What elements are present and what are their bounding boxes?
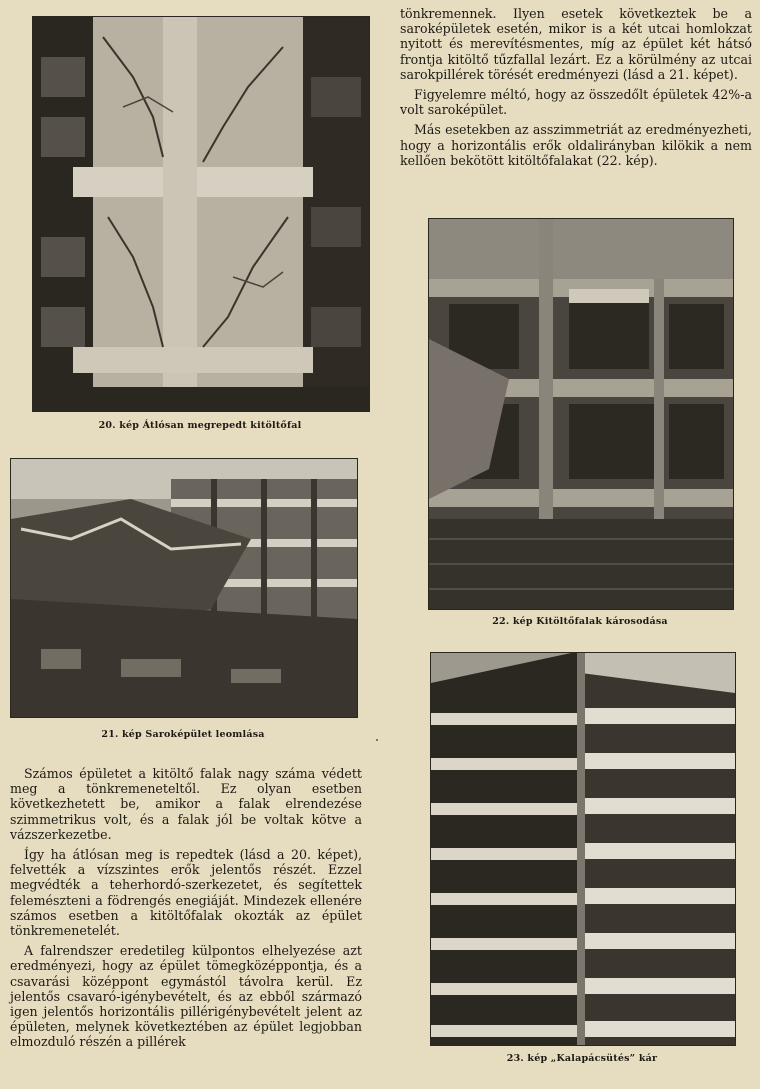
photo-cracked-infill-wall	[32, 16, 370, 412]
photo-collapsed-corner-building	[10, 458, 358, 718]
paragraph: A falrendszer eredetileg külpontos elhelyezése azt eredményezi, hogy az épület tömegközéppontja, és a csavarási középpont egymástól távolra kerül. Ez jelentős csavaró-igénybevételt, és az ebből származó igen jelentős horizontális pillérigénybevételt jelent az épületen, melynek következtében az épület legjobban elmozduló részén a pillérek	[10, 943, 362, 1050]
figure-21-caption: 21. kép Saroképület leomlása	[101, 729, 265, 740]
figure-23-caption: 23. kép „Kalapácsütés” kár	[506, 1053, 658, 1064]
photo-pounding-damage	[430, 652, 736, 1046]
left-column-text	[10, 766, 362, 1055]
paragraph: Más esetekben az asszimmetriát az eredményezheti, hogy a horizontális erők oldalirányban kilökik a nem kellően bekötött kitöltőfalakat (22. kép).	[400, 122, 752, 168]
figure-20-caption: 20. kép Átlósan megrepedt kitöltőfal	[98, 420, 302, 431]
paragraph: tönkremennek. Ilyen esetek következtek be a saroképületek esetén, mikor is a két utcai homlokzat nyitott és merevítésmentes, míg az épület két hátsó frontja kitöltő tűzfallal lezárt. Ez a körülmény az utcai sarokpillérek törését eredményezi (lásd a 21. képet).	[400, 6, 752, 82]
paragraph: Figyelemre méltó, hogy az összedőlt épületek 42%-a volt saroképület.	[400, 87, 752, 118]
page-dot	[376, 739, 378, 741]
paragraph: Így ha átlósan meg is repedtek (lásd a 20. képet), felvették a vízszintes erők jelentős részét. Ezzel megvédték a teherhordó-szerkezetet, és segítettek felemészteni a födrengés enegiáját. Mindezek ellenére számos esetben a kitöltőfalak okozták az épület tönkremenetelét.	[10, 847, 362, 939]
photo-damaged-infill-walls	[428, 218, 734, 610]
figure-22-caption: 22. kép Kitöltőfalak károsodása	[492, 616, 668, 627]
right-column-text	[400, 6, 752, 173]
paragraph: Számos épületet a kitöltő falak nagy száma védett meg a tönkremeneteltől. Ez olyan esetben következhetett be, amikor a falak elrendezése szimmetrikus volt, és a falak jól be voltak kötve a vázszerkezetbe.	[10, 766, 362, 842]
